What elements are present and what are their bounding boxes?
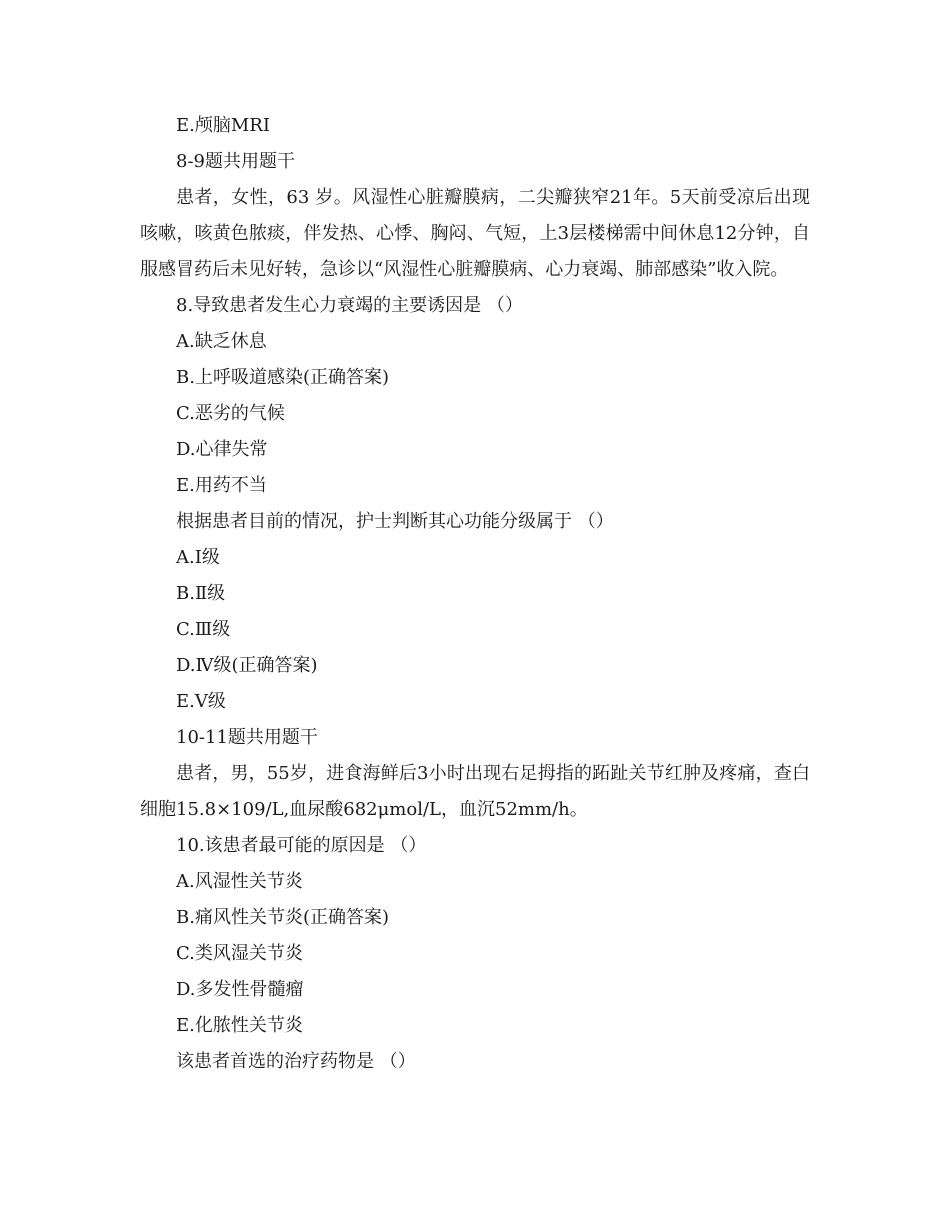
- q10-option-e: E.化脓性关节炎: [176, 1015, 303, 1036]
- q10-option-c: C.类风湿关节炎: [176, 943, 303, 964]
- q9-option-e: E.Ⅴ级: [176, 691, 226, 712]
- q9-option-b: B.Ⅱ级: [176, 583, 226, 604]
- case-stem-8-9: 患者，女性，63 岁。风湿性心脏瓣膜病，二尖瓣狭窄21年。5天前受凉后出现咳嗽，咳黄色脓痰，伴发热、心悸、胸闷、气短，上3层楼梯需中间休息12分钟，自服感冒药后未见好转，急诊以“风湿性心脏瓣膜病、心力衰竭、肺部感染”收入院。: [140, 187, 810, 280]
- q8-option-d: D.心律失常: [176, 439, 268, 460]
- case-heading-10-11: 10-11题共用题干: [176, 727, 318, 748]
- q9-option-d: D.Ⅳ级(正确答案): [176, 655, 318, 676]
- q8-option-b: B.上呼吸道感染(正确答案): [176, 367, 389, 388]
- question-9: 根据患者目前的情况，护士判断其心功能分级属于 （）: [176, 511, 614, 532]
- question-10: 10.该患者最可能的原因是 （）: [176, 835, 427, 856]
- document-content: [140, 108, 810, 1080]
- q10-option-d: D.多发性骨髓瘤: [176, 979, 304, 1000]
- q8-option-c: C.恶劣的气候: [176, 403, 285, 424]
- option-e-mri: E.颅脑MRI: [176, 115, 270, 136]
- q9-option-c: C.Ⅲ级: [176, 619, 231, 640]
- q9-option-a: A.Ⅰ级: [176, 547, 220, 568]
- question-8: 8.导致患者发生心力衰竭的主要诱因是 （）: [176, 295, 523, 316]
- case-stem-10-11: 患者，男，55岁，进食海鲜后3小时出现右足拇指的跖趾关节红肿及疼痛，查白细胞15.8×109/L,血尿酸682μmol/L，血沉52mm/h。: [140, 763, 810, 820]
- q8-option-a: A.缺乏休息: [176, 331, 267, 352]
- q8-option-e: E.用药不当: [176, 475, 267, 496]
- q10-option-b: B.痛风性关节炎(正确答案): [176, 907, 389, 928]
- q10-option-a: A.风湿性关节炎: [176, 871, 303, 892]
- case-heading-8-9: 8-9题共用题干: [176, 151, 295, 172]
- question-11: 该患者首选的治疗药物是 （）: [176, 1051, 416, 1072]
